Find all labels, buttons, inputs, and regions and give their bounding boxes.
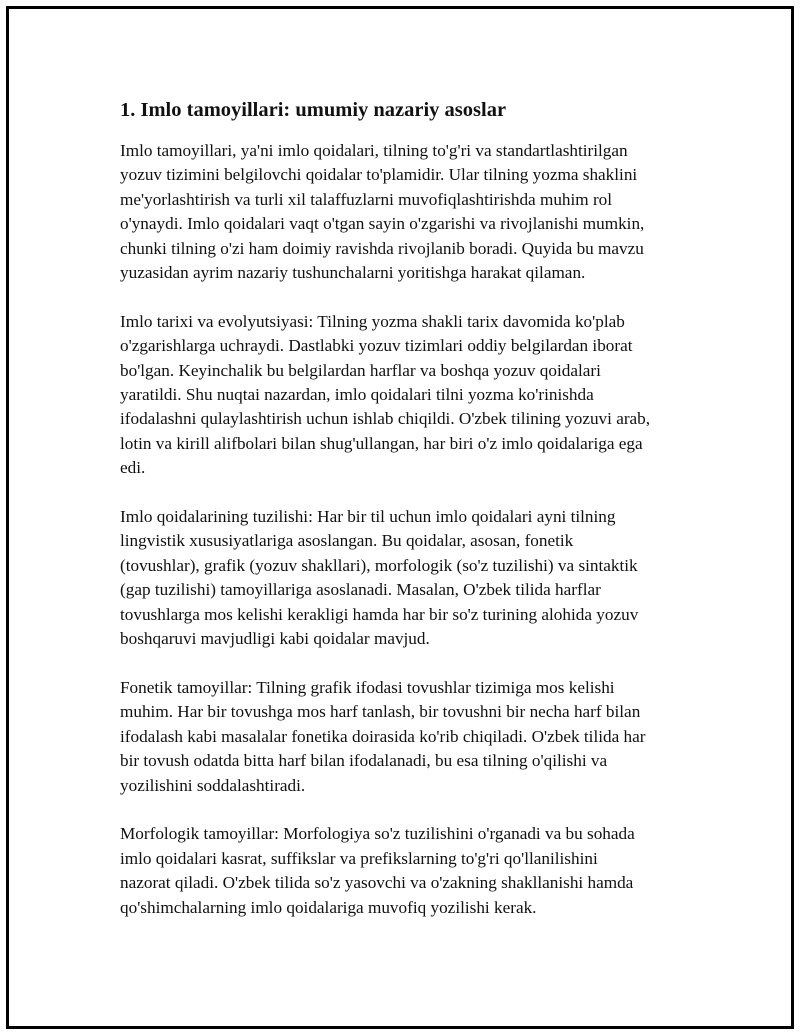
paragraph-line: (gap tuzilishi) tamoyillariga asoslanadi. Masalan, O'zbek tilida harflar [120, 580, 601, 600]
paragraph-line: ifodalash kabi masalalar fonetika doirasida ko'rib chiqiladi. O'zbek tilida har [120, 726, 646, 746]
page-frame [6, 6, 794, 1029]
paragraph-line: yaratildi. Shu nuqtai nazardan, imlo qoidalari tilni yozma ko'rinishda [120, 385, 594, 405]
paragraph-line: lingvistik xususiyatlariga asoslangan. Bu qoidalar, asosan, fonetik [120, 531, 574, 551]
paragraph-line: imlo qoidalari kasrat, suffikslar va prefikslarning to'g'ri qo'llanilishini [120, 848, 598, 868]
paragraph-line: boshqaruvi mavjudligi kabi qoidalar mavjud. [120, 629, 430, 649]
paragraph-line: yozuv tizimini belgilovchi qoidalar to'plamidir. Ular tilning yozma shaklini [120, 165, 638, 185]
paragraph-line: (tovushlar), grafik (yozuv shakllari), morfologik (so'z tuzilishi) va sintaktik [120, 555, 638, 575]
paragraph-line: Imlo tarixi va evolyutsiyasi: Tilning yozma shakli tarix davomida ko'plab [120, 311, 625, 331]
paragraph-line: lotin va kirill alifbolari bilan shug'ullangan, har biri o'z imlo qoidalariga ega [120, 433, 643, 453]
paragraph-list [120, 139, 700, 920]
paragraph [120, 822, 700, 920]
paragraph-line: tovushlarga mos kelishi kerakligi hamda har bir so'z turining alohida yozuv [120, 604, 639, 624]
paragraph [120, 139, 700, 285]
paragraph-line: o'ynaydi. Imlo qoidalari vaqt o'tgan sayin o'zgarishi va rivojlanishi mumkin, [120, 214, 645, 234]
paragraph-line: Fonetik tamoyillar: Tilning grafik ifodasi tovushlar tizimiga mos kelishi [120, 677, 615, 697]
paragraph-line: qo'shimchalarning imlo qoidalariga muvofiq yozilishi kerak. [120, 897, 537, 917]
paragraph-line: edi. [120, 458, 146, 478]
paragraph-line: yozilishini soddalashtiradi. [120, 775, 306, 795]
paragraph-line: muhim. Har bir tovushga mos harf tanlash, bir tovushni bir necha harf bilan [120, 702, 641, 722]
paragraph-line: bir tovush odatda bitta harf bilan ifodalanadi, bu esa tilning o'qilishi va [120, 751, 608, 771]
paragraph-line: yuzasidan ayrim nazariy tushunchalarni yoritishga harakat qilaman. [120, 263, 586, 283]
paragraph-line: me'yorlashtirish va turli xil talaffuzlarni muvofiqlashtirishda muhim rol [120, 189, 613, 209]
document-title: 1. Imlo tamoyillari: umumiy nazariy asoslar [120, 99, 507, 121]
paragraph [120, 676, 700, 798]
document-body [120, 97, 700, 944]
paragraph-line: Imlo tamoyillari, ya'ni imlo qoidalari, tilning to'g'ri va standartlashtirilgan [120, 141, 628, 160]
paragraph-line: chunki tilning o'zi ham doimiy ravishda rivojlanib boradi. Quyida bu mavzu [120, 238, 644, 258]
paragraph-line: nazorat qiladi. O'zbek tilida so'z yasovchi va o'zakning shakllanishi hamda [120, 873, 634, 893]
paragraph [120, 505, 700, 651]
paragraph-line: ifodalashni qulaylashtirish uchun ishlab chiqildi. O'zbek tilining yozuvi arab, [120, 409, 651, 429]
paragraph-line: Morfologik tamoyillar: Morfologiya so'z tuzilishini o'rganadi va bu sohada [120, 824, 635, 844]
paragraph-line: Imlo qoidalarining tuzilishi: Har bir til uchun imlo qoidalari ayni tilning [120, 507, 616, 527]
paragraph-line: o'zgarishlarga uchraydi. Dastlabki yozuv tizimlari oddiy belgilardan iborat [120, 336, 633, 356]
paragraph [120, 310, 700, 481]
paragraph-line: bo'lgan. Keyinchalik bu belgilardan harflar va boshqa yozuv qoidalari [120, 360, 601, 380]
